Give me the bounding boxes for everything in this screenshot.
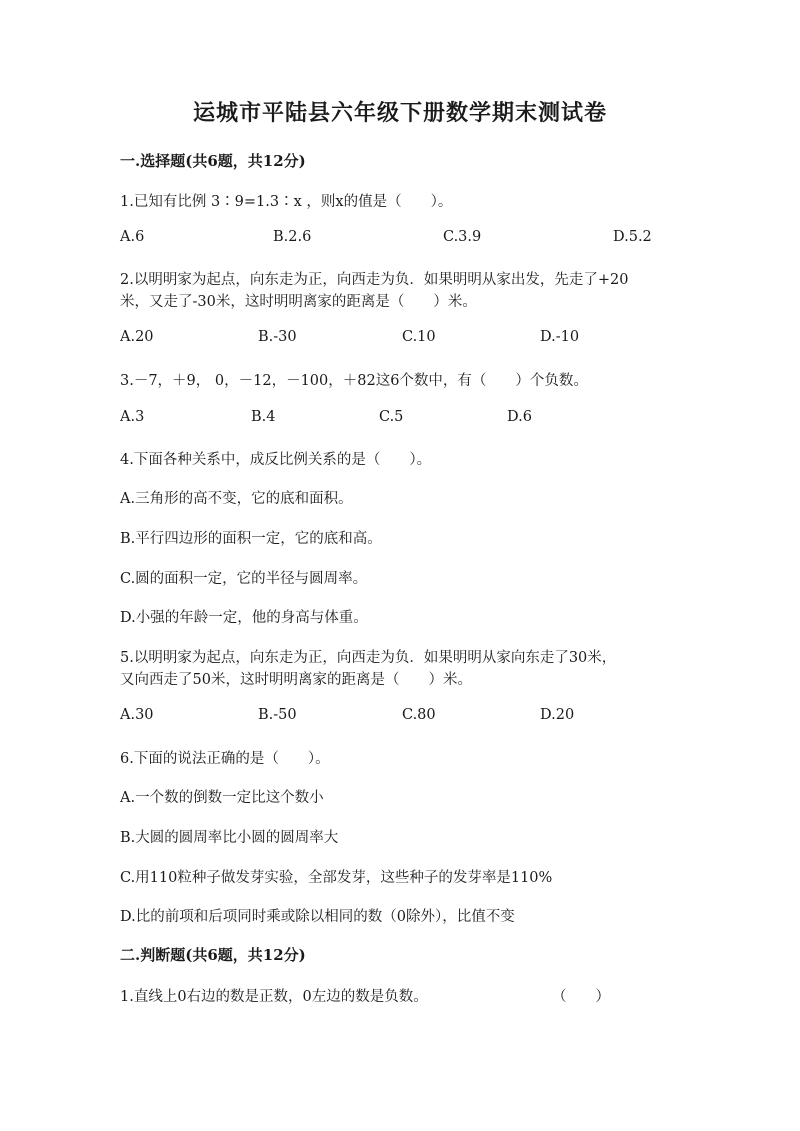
question-2-stem-line-1: 2.以明明家为起点，向东走为正，向西走为负．如果明明从家出发，先走了+20 bbox=[120, 272, 629, 288]
question-6-option-b[interactable]: B.大圆的圆周率比小圆的圆周率大 bbox=[120, 830, 339, 846]
question-4-stem: 4.下面各种关系中，成反比例关系的是（ ）。 bbox=[120, 452, 432, 468]
question-4-option-b[interactable]: B.平行四边形的面积一定，它的底和高。 bbox=[120, 531, 382, 547]
page-title: 运城市平陆县六年级下册数学期末测试卷 bbox=[192, 100, 607, 126]
question-2-stem-line-2: 米，又走了-30米，这时明明离家的距离是（ ）米。 bbox=[120, 294, 477, 310]
question-5-option-c[interactable]: C.80 bbox=[402, 707, 436, 723]
question-4-option-c[interactable]: C.圆的面积一定，它的半径与圆周率。 bbox=[120, 571, 368, 587]
question-2-option-b[interactable]: B.-30 bbox=[258, 329, 297, 345]
question-5-stem-line-1: 5.以明明家为起点，向东走为正，向西走为负．如果明明从家向东走了30米， bbox=[120, 650, 617, 666]
section-heading-judgment: 二.判断题(共6题，共12分) bbox=[120, 946, 306, 964]
question-3-stem: 3.－7，＋9， 0，－12，－100，＋82这6个数中，有（ ）个负数。 bbox=[120, 373, 588, 389]
question-3-option-a[interactable]: A.3 bbox=[120, 409, 145, 425]
question-6-option-c[interactable]: C.用110粒种子做发芽实验，全部发芽，这些种子的发芽率是110% bbox=[120, 870, 553, 886]
question-2-option-c[interactable]: C.10 bbox=[402, 329, 436, 345]
question-3-option-c[interactable]: C.5 bbox=[379, 409, 404, 425]
question-1-option-a[interactable]: A.6 bbox=[120, 229, 145, 245]
question-5-option-a[interactable]: A.30 bbox=[120, 707, 154, 723]
question-1-stem: 1.已知有比例 3∶9=1.3∶x ，则x的值是（ ）。 bbox=[120, 194, 453, 210]
question-3-option-b[interactable]: B.4 bbox=[251, 409, 276, 425]
judgment-1-stem: 1.直线上0右边的数是正数，0左边的数是负数。 bbox=[120, 989, 428, 1005]
question-1-option-c[interactable]: C.3.9 bbox=[443, 229, 482, 245]
question-5-option-d[interactable]: D.20 bbox=[540, 707, 575, 723]
question-1-option-d[interactable]: D.5.2 bbox=[613, 229, 652, 245]
question-6-option-d[interactable]: D.比的前项和后项同时乘或除以相同的数（0除外），比值不变 bbox=[120, 909, 515, 925]
question-4-option-a[interactable]: A.三角形的高不变，它的底和面积。 bbox=[120, 491, 353, 507]
question-1-option-b[interactable]: B.2.6 bbox=[273, 229, 312, 245]
question-4-option-d[interactable]: D.小强的年龄一定，他的身高与体重。 bbox=[120, 610, 368, 626]
question-6-stem: 6.下面的说法正确的是（ ）。 bbox=[120, 751, 330, 767]
section-heading-choice: 一.选择题(共6题，共12分) bbox=[120, 152, 306, 170]
question-2-option-a[interactable]: A.20 bbox=[120, 329, 154, 345]
judgment-1-answer-blank[interactable]: （ ） bbox=[552, 989, 610, 1005]
question-5-option-b[interactable]: B.-50 bbox=[258, 707, 297, 723]
question-3-option-d[interactable]: D.6 bbox=[507, 409, 532, 425]
question-2-option-d[interactable]: D.-10 bbox=[540, 329, 580, 345]
question-6-option-a[interactable]: A.一个数的倒数一定比这个数小 bbox=[120, 790, 324, 806]
question-5-stem-line-2: 又向西走了50米，这时明明离家的距离是（ ）米。 bbox=[120, 672, 472, 688]
